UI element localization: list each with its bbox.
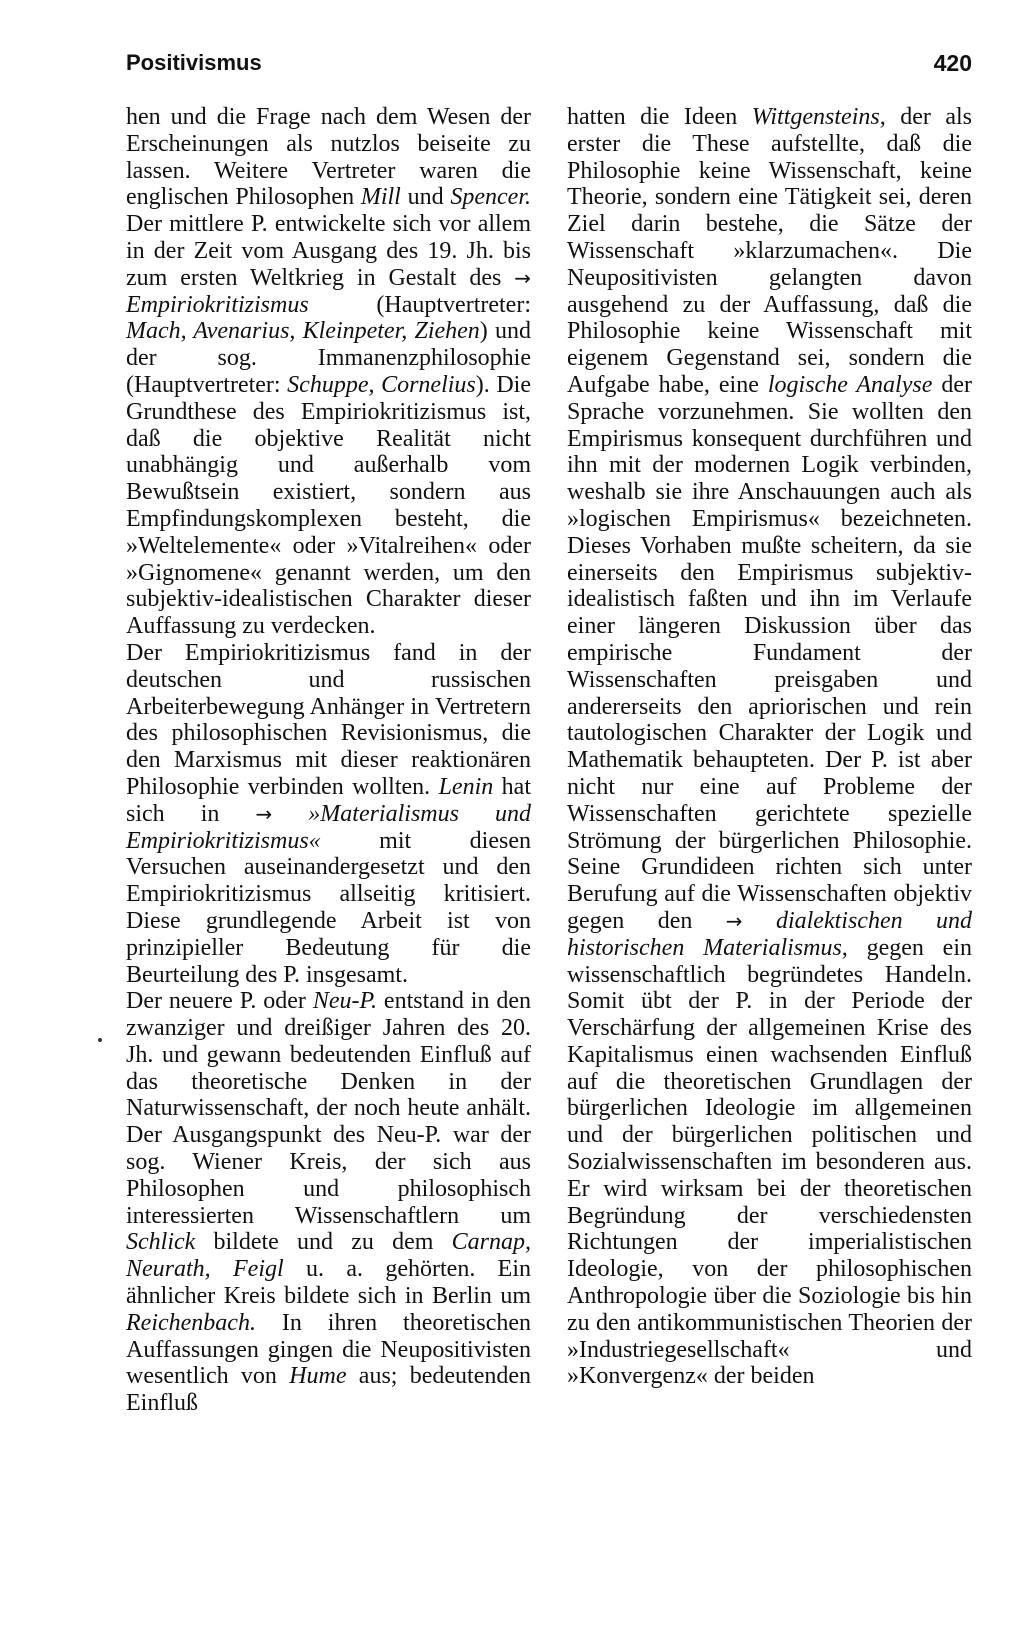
text-run: mit diesen Versuchen auseinandergesetzt und den Empiriokritizismus allseitig kritisiert. Diese grundlegende Arbeit ist von prinzipieller Bedeutung für die Beurteilung des P. insgesamt. [126,827,531,988]
left-column [126,104,531,1417]
cross-reference-arrow: → [514,265,531,290]
text-run: u. a. gehörten. Ein ähnlicher Kreis bildete sich in Berlin um [126,1256,531,1310]
text-run: Der mittlere P. entwickelte sich vor allem in der Zeit vom Ausgang des 19. Jh. bis zum ersten Weltkrieg in Gestalt des [126,211,531,291]
paragraph [567,104,972,1390]
italic-name: Wittgensteins, [751,104,886,130]
cross-reference-term: dialektischen und historischen Materialismus, [567,907,972,961]
italic-name: Spencer. [450,184,532,211]
text-run: aus; bedeutenden Einfluß [126,1363,531,1417]
text-run: hen und die Frage nach dem Wesen der Erscheinungen als nutzlos beiseite zu lassen. Weitere Vertreter waren die englischen Philosophen [126,104,531,211]
italic-term: logische Analyse [767,371,933,398]
italic-name: Schuppe, Cornelius [287,371,476,398]
text-run: bildete und zu dem [195,1229,452,1256]
text-run: Der neuere P. oder [126,988,313,1015]
text-run: hatten die Ideen [567,104,752,130]
right-column [567,104,972,1390]
text-run: entstand in den zwanziger und dreißiger Jahren des 20. Jh. und gewann bedeutenden Einfluß auf das theoretische Denken in der Naturwissenschaft, der noch heute anhält. Der Ausgangspunkt des Neu-P. war der sog. Wiener Kreis, der sich aus Philosophen und philosophisch interessierten Wissenschaftlern um [126,988,531,1229]
cross-reference-term: »Materialismus und Empiriokritizismus« [126,800,532,854]
italic-term: Neu-P. [312,988,378,1015]
text-run: ). Die Grundthese des Empiriokritizismus ist, daß die objektive Realität nicht unabhängig und außerhalb vom Bewußtsein existiert, sondern aus Empfindungskomplexen besteht, die »Weltelemente« oder »Vitalreihen« oder »Gignomene« genannt werden, um den subjektiv-idealistischen Charakter dieser Auffassung zu verdecken. [126,371,531,640]
text-run: gegen ein wissenschaftlich begründetes Handeln. Somit übt der P. in der Periode der Verschärfung der allgemeinen Krise des Kapitalismus einen wachsenden Einfluß auf die theoretischen Grundlagen der bürgerlichen Ideologie im allgemeinen und der bürgerlichen politischen und Sozialwissenschaften im besonderen aus. Er wird wirksam bei der theoretischen Begründung der verschiedensten Richtungen der imperialistischen Ideologie, von der philosophischen Anthropologie über die Soziologie bis hin zu den antikommunistischen Theorien der »Industriegesellschaft« und »Konvergenz« der beiden [567,934,973,1390]
paragraph [126,640,531,988]
italic-name: Schlick [126,1229,196,1256]
cross-reference-arrow: → [255,801,273,826]
text-run: der als erster die These aufstellte, daß die Philosophie keine Wissenschaft, keine Theorie, sondern eine Tätigkeit sei, deren Ziel darin bestehe, die Sätze der Wissenschaft »klarzumachen«. Die Neupositivisten gelangten davon ausgehend zu der Auffassung, daß die Philosophie keine Wissenschaft mit eigenem Gegenstand sei, sondern die Aufgabe habe, eine [567,104,972,398]
italic-name: Mill [360,184,401,211]
page-header [126,50,972,84]
text-run: und [400,184,451,211]
text-run: (Hauptvertreter: [308,291,531,318]
paragraph [126,104,531,640]
italic-name: Carnap, Neurath, Feigl [126,1229,531,1283]
text-run: In ihren theoretischen Auffassungen gingen die Neupositivisten wesentlich von [126,1309,531,1390]
cross-reference-arrow: → [725,908,743,933]
running-head: Positivismus [126,50,262,75]
paragraph [126,988,531,1417]
cross-reference-term: Empiriokritizismus [126,291,309,318]
page-number: 420 [933,50,972,76]
italic-name: Hume [289,1363,347,1390]
text-run: Der Empiriokritizismus fand in der deutschen und russischen Arbeiterbewegung Anhänger in Vertretern des philosophischen Revisionismus, die den Marxismus mit dieser reaktionären Philosophie verbinden wollten. [126,639,531,800]
italic-name: Mach, Avenarius, Kleinpeter, Ziehen [126,318,480,345]
text-run: hat sich in [126,773,531,827]
text-run: ) und der sog. Immanenzphilosophie (Hauptvertreter: [126,318,531,398]
italic-name: Lenin [438,773,494,800]
text-run: der Sprache vorzunehmen. Sie wollten den Empirismus konsequent durchführen und ihn mit der modernen Logik verbinden, weshalb sie ihre Anschauungen auch als »logischen Empirismus« bezeichneten. Dieses Vorhaben mußte scheitern, da sie einerseits den Empirismus subjektiv-idealistisch faßten und ihn im Verlaufe einer längeren Diskussion über das empirische Fundament der Wissenschaften preisgaben und andererseits den apriorischen und rein tautologischen Charakter der Logik und Mathematik behaupteten. Der P. ist aber nicht nur eine auf Probleme der Wissenschaften gerichtete spezielle Strömung der bürgerlichen Philosophie. Seine Grundideen richten sich unter Berufung auf die Wissenschaften objektiv gegen den [567,371,973,934]
italic-name: Reichenbach. [126,1309,256,1336]
print-speck [98,1038,102,1042]
